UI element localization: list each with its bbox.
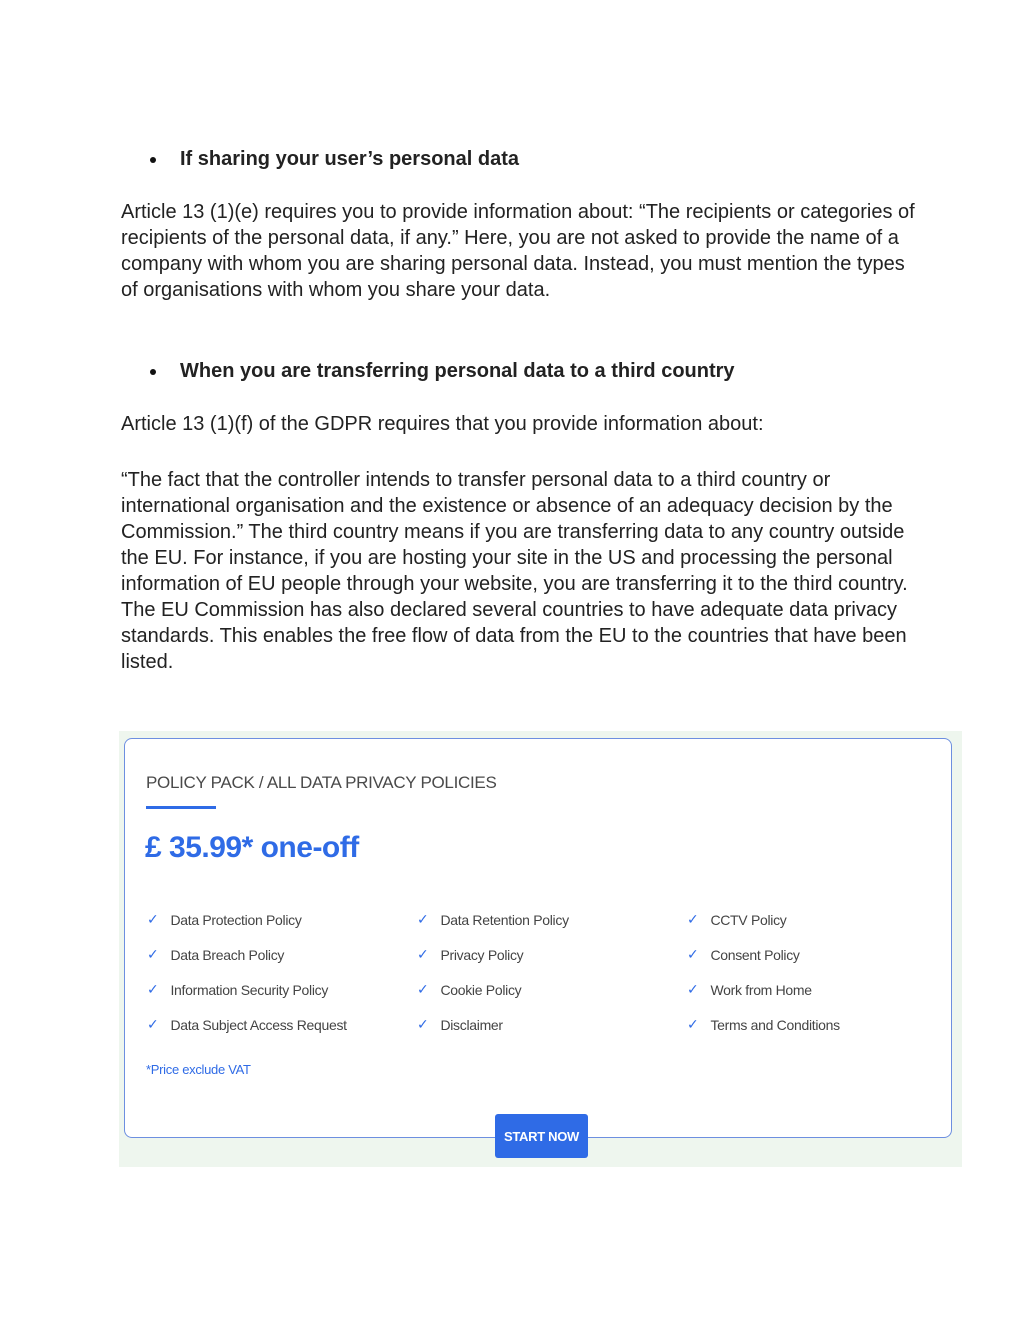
feature-item: ✓ Data Subject Access Request	[147, 1017, 347, 1033]
feature-item: ✓ Data Retention Policy	[417, 912, 569, 928]
feature-item: ✓ Data Breach Policy	[147, 947, 285, 963]
bullet-icon	[150, 157, 156, 163]
bullet-heading-sharing	[150, 148, 519, 171]
price: £ 35.99* one-off	[145, 831, 359, 864]
paragraph-quote: “The fact that the controller intends to transfer personal data to a third country or international organisation and the existence or absence of an adequacy decision by the Commission.” The third country means if you are transferring data to any country outside the EU. For instance, if you are hosting your site in the US and processing the personal information of EU people through your website, you are transferring it to the third country. The EU Commission has also declared several countries to have adequate data privacy standards. This enables the free flow of data from the EU to the countries that have been listed.	[121, 469, 908, 673]
paragraph-recipients: Article 13 (1)(e) requires you to provide information about: “The recipients or categories of recipients of the personal data, if any.” Here, you are not asked to provide the name of a company with whom you are sharing personal data. Instead, you must mention the types of organisations with whom you share your data.	[121, 201, 915, 301]
feature-item: ✓ Disclaimer	[417, 1017, 503, 1033]
check-icon: ✓	[147, 1017, 159, 1033]
check-icon: ✓	[147, 912, 159, 928]
check-icon: ✓	[687, 982, 699, 998]
heading-sharing: If sharing your user’s personal data	[180, 148, 519, 170]
check-icon: ✓	[417, 912, 429, 928]
check-icon: ✓	[687, 912, 699, 928]
check-icon: ✓	[147, 947, 159, 963]
feature-item: ✓ Privacy Policy	[417, 947, 524, 963]
feature-item: ✓ Data Protection Policy	[147, 912, 302, 928]
vat-note: *Price exclude VAT	[146, 1062, 251, 1077]
title-underline	[146, 806, 216, 809]
heading-transfer: When you are transferring personal data to a third country	[180, 360, 735, 382]
feature-item: ✓ Consent Policy	[687, 947, 800, 963]
bullet-icon	[150, 369, 156, 375]
check-icon: ✓	[417, 947, 429, 963]
bullet-heading-transfer	[150, 360, 735, 383]
policy-pack-card	[124, 738, 952, 1138]
check-icon: ✓	[417, 1017, 429, 1033]
card-title: POLICY PACK / ALL DATA PRIVACY POLICIES	[146, 773, 497, 792]
start-now-button[interactable]: START NOW	[495, 1114, 588, 1158]
check-icon: ✓	[687, 1017, 699, 1033]
promo-banner	[119, 731, 962, 1167]
feature-item: ✓ Terms and Conditions	[687, 1017, 840, 1033]
check-icon: ✓	[417, 982, 429, 998]
paragraph-article-13f: Article 13 (1)(f) of the GDPR requires that you provide information about:	[121, 413, 764, 435]
feature-item: ✓ Cookie Policy	[417, 982, 522, 998]
feature-item: ✓ Information Security Policy	[147, 982, 329, 998]
check-icon: ✓	[687, 947, 699, 963]
check-icon: ✓	[147, 982, 159, 998]
feature-item: ✓ Work from Home	[687, 982, 812, 998]
feature-item: ✓ CCTV Policy	[687, 912, 787, 928]
